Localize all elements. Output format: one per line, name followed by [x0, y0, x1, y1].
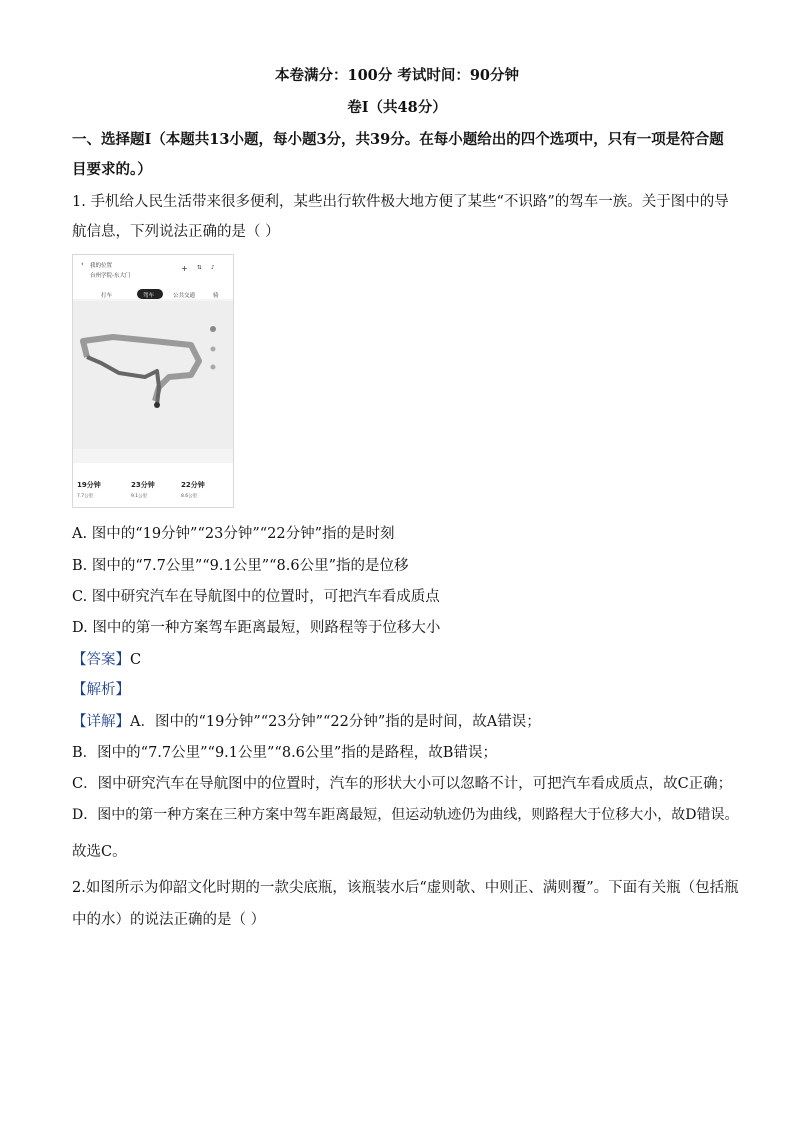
detail-tag: 【详解】 — [72, 714, 130, 730]
q1-answer — [72, 650, 141, 670]
navigation-screenshot-figure — [72, 254, 234, 508]
figure-tab-bike: 骑 — [213, 293, 219, 299]
section-heading-line2: 目要求的。） — [72, 161, 152, 178]
q1-detail-c: C．图中研究汽车在导航图中的位置时，汽车的形状大小可以忽略不计，可把汽车看成质点，故C正确； — [72, 776, 733, 792]
q2-stem-line2: 中的水）的说法正确的是（ ） — [72, 912, 266, 928]
q1-detail-d: D．图中的第一种方案在三种方案中驾车距离最短，但运动轨迹仍为曲线，则路程大于位移大小，故D错误。 — [72, 807, 739, 823]
q1-detail-a — [72, 712, 541, 732]
route-time-1: 19分钟 — [77, 481, 101, 489]
route-distance-3: 8.6公里 — [181, 494, 198, 499]
answer-tag: 【答案】 — [72, 652, 130, 668]
voice-icon: ♪ — [211, 265, 215, 271]
map-tool-icon — [211, 347, 216, 352]
q1-analysis-tag: 【解析】 — [72, 682, 130, 698]
q1-stem-line2: 航信息，下列说法正确的是（ ） — [72, 224, 280, 240]
q1-stem-line1: 1. 手机给人民生活带来很多便利，某些出行软件极大地方便了某些“不识路”的驾车一族。关于图中的导 — [72, 194, 729, 210]
map-tool-icon-2 — [211, 365, 216, 370]
route-distance-2: 9.1公里 — [131, 494, 148, 499]
q1-option-a: A. 图中的“19分钟”“23分钟”“22分钟”指的是时刻 — [72, 526, 395, 542]
route-map-drawing — [73, 301, 233, 449]
destination-marker-icon — [154, 402, 160, 408]
figure-to-label: 台州学院-东大门 — [90, 273, 131, 279]
section-heading-line1: 一、选择题Ⅰ（本题共13小题，每小题3分，共39分。在每小题给出的四个选项中，只有一项是符合题 — [72, 131, 724, 148]
figure-route-options — [73, 463, 233, 507]
q1-option-c: C. 图中研究汽车在导航图中的位置时，可把汽车看成质点 — [72, 589, 440, 605]
plus-icon: + — [181, 264, 188, 273]
q2-stem-line1: 2.如图所示为仰韶文化时期的一款尖底瓶，该瓶装水后“虚则欹、中则正、满则覆”。下面有关瓶（包括瓶 — [72, 880, 739, 896]
swap-icon: ⇅ — [197, 265, 202, 271]
figure-tab-taxi: 打车 — [101, 293, 113, 299]
figure-tab-transit: 公共交通 — [173, 293, 196, 299]
score-line: 本卷满分：100分 考试时间：90分钟 — [275, 67, 519, 84]
route-time-2: 23分钟 — [131, 481, 155, 489]
part-title: 卷Ⅰ（共48分） — [347, 99, 447, 116]
q1-detail-b: B．图中的“7.7公里”“9.1公里”“8.6公里”指的是路程，故B错误； — [72, 745, 497, 761]
q1-option-b: B. 图中的“7.7公里”“9.1公里”“8.6公里”指的是位移 — [72, 558, 409, 574]
q1-conclusion: 故选C。 — [72, 844, 127, 860]
q1-option-d: D. 图中的第一种方案驾车距离最短，则路程等于位移大小 — [72, 620, 441, 636]
figure-map — [73, 301, 233, 449]
detail-a-text: A．图中的“19分钟”“23分钟”“22分钟”指的是时间，故A错误； — [130, 714, 541, 730]
back-arrow-icon: ‹ — [81, 260, 84, 268]
route-distance-1: 7.7公里 — [77, 494, 94, 499]
route-time-3: 22分钟 — [181, 481, 205, 489]
figure-tab-drive: 驾车 — [143, 293, 155, 299]
route-line-alt — [83, 337, 199, 401]
figure-from-label: 我的位置 — [90, 263, 113, 269]
answer-value: C — [130, 652, 142, 668]
route-line-main — [87, 357, 159, 405]
map-layer-icon — [210, 326, 216, 332]
